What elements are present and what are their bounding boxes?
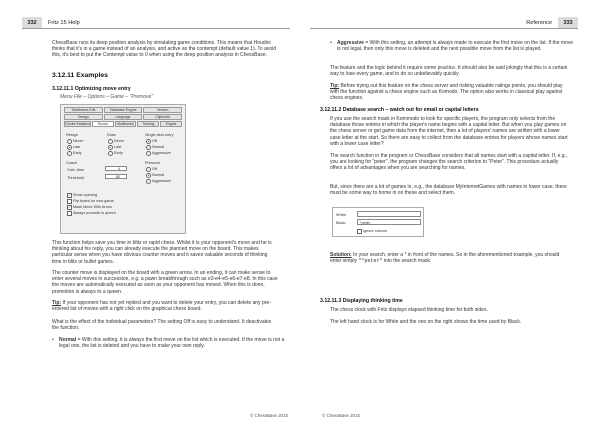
checkbox-mask-move: ✓	[68, 205, 71, 209]
section-heading-examples: 3.12.11 Examples	[52, 72, 108, 79]
resign-option-label: Late	[73, 145, 81, 149]
right-page-header	[310, 17, 578, 29]
options-dialog-image	[60, 104, 186, 234]
bullet-normal-label: Normal	[59, 337, 77, 343]
right-page	[300, 0, 600, 424]
single-click-radio-normal	[146, 145, 151, 150]
draw-radio-never	[108, 139, 113, 144]
resign-option-label: Early	[73, 151, 82, 155]
draw-radio-late	[108, 145, 113, 150]
tip-paragraph	[52, 300, 278, 312]
tab-clocks-notation: Clocks+Notation	[65, 122, 90, 126]
solution-code: "*peter"	[358, 258, 383, 265]
checkbox-flip-board	[67, 199, 72, 204]
coach-calc-time-field: 4	[105, 166, 127, 171]
checkbox-label: Always promote to queen	[73, 211, 116, 215]
intro-paragraph: ChessBase runs its deep position analysis by simulating game conditions. This means that Houdini thinks that it's in a game instead of an analysis, and active as the contempt (default value 1). To avoid this, it's best to put the Contempt value to 0 when using the deep position analysis in ChessBase.	[52, 40, 277, 59]
bullet-aggressive-label: Aggressive	[337, 40, 364, 46]
draw-option-label: Early	[114, 151, 123, 155]
solution-paragraph	[330, 252, 568, 264]
bullet-dot: •	[330, 40, 332, 46]
database-paragraph-3: But, since there are a lot of games in, e.g., the database MyInternetGames with names in lower case, there must be some way to home in on these and select them.	[330, 184, 567, 197]
premove-paragraph-2: The counter move is displayed on the board with a green arrow. In an ending, it can make sense to enter several moves in succession, e.g. a pawn breakthrough such as e3-e4-e5-e6-e7-e8. In this case the moves are automatically executed as soon as your opponent has moved. When this is done, promotion is always to a queen.	[52, 270, 278, 295]
single-click-option-label: Aggressive	[152, 151, 171, 155]
header-rule	[310, 28, 578, 29]
premove-option-label: Off	[152, 167, 157, 171]
tab-clipboard: Clipboard	[143, 114, 182, 120]
page-number: 333	[558, 17, 578, 29]
tip-paragraph	[330, 83, 568, 102]
thinking-paragraph-2: The left hand clock is for White and the one on the right shows the time used by Black.	[330, 319, 522, 325]
single-click-radio-aggressive	[146, 151, 151, 156]
coach-group-title: Coach	[66, 161, 77, 165]
dialog-tabs-row-1	[64, 107, 182, 113]
tip-label: Tip:	[52, 300, 62, 306]
premove-paragraph-1: This function helps save you time in blitz or rapid chess. Whilst it is your opponent's move and he is thinking about his reply, you can already execute the planned move on the board. This makes particular sense when you have obvious counter moves and it saves valuable seconds of thinking time in blitz or bullet games.	[52, 240, 272, 265]
bullet-normal	[52, 337, 285, 349]
ignore-colours-label: Ignore colours	[363, 229, 388, 233]
tab-multimedia: Multimedia	[115, 121, 137, 127]
resign-radio-late	[67, 145, 72, 150]
ignore-colours-checkbox	[357, 229, 362, 234]
coach-threshold-label: Threshold	[67, 176, 84, 180]
tab-engine: Engine	[160, 121, 182, 127]
solution-text-b: into the search mask.	[382, 258, 432, 265]
bullet-aggressive	[330, 40, 575, 52]
coach-calc-time-label: Calc. time	[67, 168, 84, 172]
page-number: 332	[22, 17, 42, 29]
tip-text: Before trying out this feature on the chess server and risking valuable ratings points, you should play with the function against a chess engine such as Komodo. The option also works in classical play against chess engines.	[330, 83, 563, 102]
coach-threshold-field: 80	[105, 174, 127, 179]
subsection-heading-optimizing: 3.12.11.1 Optimizing move entry	[52, 86, 131, 92]
solution-label: Solution:	[330, 252, 352, 258]
solution-text-a: In your search, enter a * in front of the names. So in the aforementioned example, you should enter simply	[330, 252, 560, 265]
database-paragraph-1: If you use the search mask in Kommodo to look for specific players, the program only selects from the database those entries in which the player's name begins with a capital letter. But when you play games on the chess server or get game data from the internet, then a lot of players' names are written with a lower case letter at the start. So there are easy to collect from the database entries for players whose names start with a lower case letter?	[330, 116, 568, 147]
parameters-paragraph: What is the effect of the individual parameters? The setting Off is easy to understand. It deactivates the function.	[52, 319, 272, 332]
single-click-group-title: Single click entry	[145, 133, 174, 137]
dialog-tabs-row-3	[64, 121, 182, 127]
resign-group-title: Resign	[66, 133, 78, 137]
dialog-tabs-row-2	[64, 114, 182, 120]
premove-radio-normal	[146, 173, 151, 178]
resign-radio-never	[67, 139, 72, 144]
draw-option-label: Late	[114, 145, 122, 149]
resign-radio-early	[67, 151, 72, 156]
single-click-option-label: Off	[152, 139, 157, 143]
tab-sound: Sound	[92, 121, 114, 127]
single-click-radio-off	[146, 139, 151, 144]
bullet-dot: •	[52, 337, 54, 343]
menu-path: Menu File – Options – Game – "Premove"	[60, 94, 154, 100]
header-title: Fritz 15 Help	[48, 20, 80, 26]
right-content	[320, 40, 574, 410]
tab-design: Design	[64, 114, 103, 120]
thinking-paragraph-1: The chess clock with Fritz displays elapsed thinking time for both sides.	[330, 307, 488, 313]
database-paragraph-2: The search function in the program or ChessBase considers that all names start with a capital letter. If, e.g., you are looking for "peter", the program changes the search criterion to "Peter". This procedure actually offers a lot of advantages when you are searching for names.	[330, 153, 568, 172]
tab-version: Version	[143, 107, 182, 113]
header-title: Reference	[526, 20, 552, 26]
premove-radio-aggressive	[146, 179, 151, 184]
left-page-header	[22, 17, 290, 29]
black-label: Black:	[336, 221, 347, 225]
premove-group-title: Premove	[145, 161, 161, 165]
bullet-aggressive-text: = With this setting, an attempt is always made to execute the first move on the list. If the move is not legal, then only this move is deleted and the next possible move from the list is played.	[337, 40, 574, 53]
checkbox-show-opening: ✓	[68, 193, 71, 197]
premove-option-label: Normal	[152, 173, 165, 177]
subsection-heading-thinking-time: 3.12.11.3 Displaying thinking time	[320, 298, 403, 304]
resign-option-label: Never	[73, 139, 84, 143]
bullet-normal-text: = With this setting, it is always the first move on the list which is executed. If the move is not a legal one, the list is deleted and you have to make your own reply.	[59, 337, 285, 350]
tab-tablebases-edit: Tablebases Edit	[64, 107, 103, 113]
tip-text: If your opponent has not yet replied and you want to delete your entry, you can delete any pre-entered list of moves with a right click on the graphical chess board.	[52, 300, 271, 313]
draw-group-title: Draw	[107, 133, 116, 137]
tab-tablebase-engine: Tablebase Engine	[104, 107, 143, 113]
black-field: *peter	[357, 219, 421, 225]
header-rule	[22, 28, 290, 29]
feature-paragraph: The feature and the logic behind it require some practice. It should also be said jokingly that this is a certain way to lose every game, and to do so unbelievably quickly.	[330, 65, 568, 78]
tab-training: Training	[137, 121, 159, 127]
tip-label: Tip:	[330, 83, 340, 89]
checkbox-always-promote	[67, 211, 72, 216]
subsection-heading-database: 3.12.11.2 Database search – watch out for email or capital letters	[320, 107, 479, 113]
left-content	[52, 40, 285, 410]
draw-option-label: Never	[114, 139, 125, 143]
right-footer: © ChessBase 2015	[322, 413, 360, 418]
premove-option-label: Aggressive	[152, 179, 171, 183]
checkbox-label: Flip board on new game	[73, 199, 114, 203]
checkbox-label: Show opening	[73, 193, 98, 197]
premove-radio-off	[146, 167, 151, 172]
search-mask-image	[332, 207, 424, 237]
checkbox-label: Mask Move With Arrow	[73, 205, 112, 209]
left-footer: © ChessBase 2015	[250, 413, 288, 418]
white-label: White:	[336, 213, 347, 217]
draw-radio-early	[108, 151, 113, 156]
tab-language: Language	[104, 114, 143, 120]
single-click-option-label: Normal	[152, 145, 165, 149]
white-field	[357, 211, 421, 217]
